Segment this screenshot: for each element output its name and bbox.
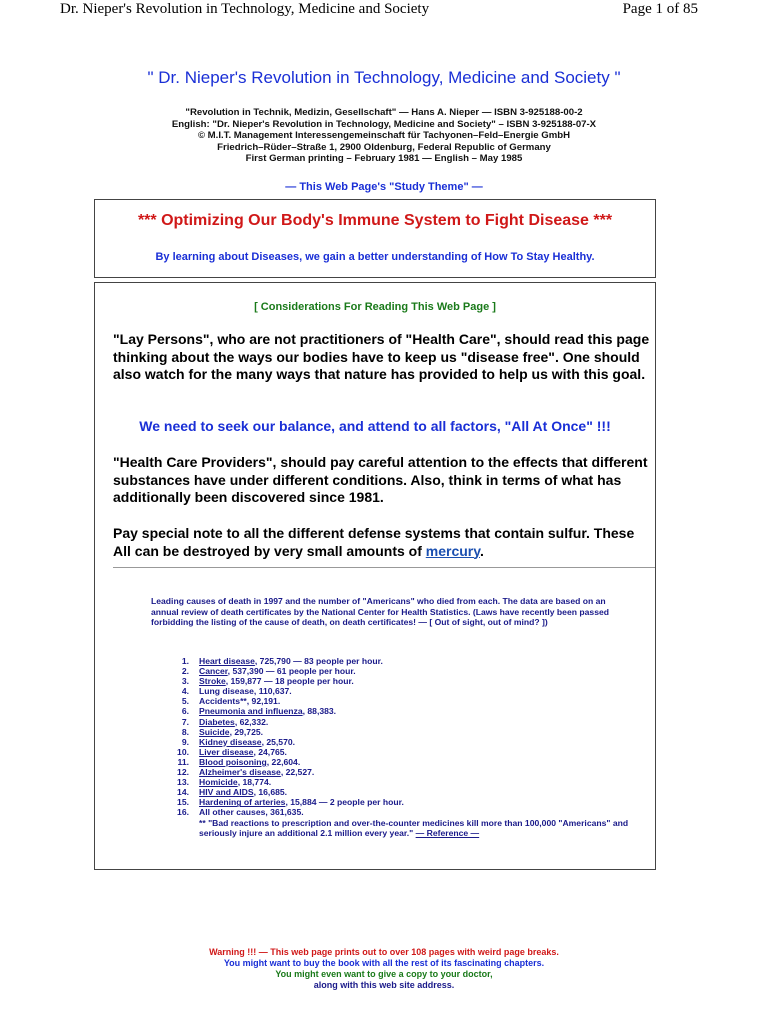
cause-figure: , 25,570.	[261, 736, 296, 747]
list-item	[157, 727, 655, 737]
footnote	[157, 818, 655, 838]
cause-link[interactable]: Kidney disease	[199, 736, 262, 747]
study-theme-box	[94, 199, 656, 278]
publication-info	[0, 107, 768, 165]
cause-figure: , 537,390 — 61 people per hour.	[227, 666, 356, 677]
providers-paragraph: "Health Care Providers", should pay careful attention to the effects that different substances have under different conditions. Also, think in terms of what has additionally been discovered since 1981.	[113, 454, 648, 505]
list-item	[157, 787, 655, 797]
item-number: 3.	[181, 676, 189, 687]
address-note: along with this web site address.	[313, 980, 455, 990]
list-item	[157, 686, 655, 696]
footnote-text: ** "Bad reactions to prescription and over-the-counter medicines kill more than 100,000 "Americans" and seriously injure an additional 2.1 million every year."	[199, 817, 629, 838]
list-item	[157, 666, 655, 676]
sulfur-paragraph	[113, 525, 653, 560]
cause-name: Accidents**	[199, 696, 247, 707]
item-number: 16.	[177, 807, 189, 818]
item-number: 10.	[177, 746, 189, 757]
item-number: 4.	[181, 686, 189, 697]
cause-figure: , 361,635.	[265, 807, 304, 818]
theme-heading: *** Optimizing Our Body's Immune System to Fight Disease ***	[137, 212, 613, 229]
cause-link[interactable]: Pneumonia and influenza	[199, 706, 303, 717]
item-number: 5.	[181, 696, 189, 707]
cause-link[interactable]: Alzheimer's disease	[199, 767, 281, 778]
study-theme-label: — This Web Page's "Study Theme" —	[285, 181, 483, 193]
cause-figure: , 18,774.	[237, 777, 272, 788]
sulfur-end: .	[479, 542, 484, 559]
item-number: 14.	[177, 787, 189, 798]
cause-name: All other causes	[199, 807, 266, 818]
cause-link[interactable]: Cancer	[199, 666, 228, 677]
meta-line: "Revolution in Technik, Medizin, Gesellschaft" — Hans A. Nieper — ISBN 3-925188-00-2	[185, 107, 583, 118]
running-header	[0, 0, 768, 22]
running-title: Dr. Nieper's Revolution in Technology, Medicine and Society	[60, 1, 430, 17]
sulfur-text: Pay special note to all the different defense systems that contain sulfur. These All can be destroyed by very small amounts of	[113, 525, 635, 559]
cause-figure: , 24,765.	[253, 746, 287, 757]
list-item	[157, 656, 655, 666]
item-number: 8.	[181, 726, 189, 737]
cause-link[interactable]: Blood poisoning	[199, 756, 267, 767]
list-item	[157, 676, 655, 686]
cause-link[interactable]: Diabetes	[199, 716, 235, 727]
cause-name: Lung disease	[199, 686, 254, 697]
item-number: 9.	[181, 736, 189, 747]
balance-statement: We need to seek our balance, and attend to all factors, "All At Once" !!!	[139, 418, 611, 434]
buy-book-note: You might want to buy the book with all the rest of its fascinating chapters.	[223, 958, 545, 968]
list-item	[157, 706, 655, 716]
cause-link[interactable]: Heart disease	[199, 656, 255, 666]
cause-link[interactable]: Liver disease	[199, 746, 254, 757]
item-number: 2.	[181, 666, 189, 677]
cause-figure: , 725,790 — 83 people per hour.	[254, 656, 383, 666]
item-number: 6.	[181, 706, 189, 717]
list-item	[157, 777, 655, 787]
item-number: 1.	[181, 656, 189, 666]
divider	[113, 567, 655, 568]
list-item	[157, 797, 655, 807]
cause-figure: , 22,604.	[266, 756, 301, 767]
death-causes-list	[157, 656, 655, 838]
list-item	[157, 767, 655, 777]
cause-figure: , 22,527.	[280, 767, 315, 778]
cause-link[interactable]: Stroke	[199, 676, 226, 687]
cause-figure: , 159,877 — 18 people per hour.	[225, 676, 354, 687]
cause-link[interactable]: Hardening of arteries	[199, 797, 286, 808]
item-number: 15.	[177, 797, 189, 808]
cause-link[interactable]: HIV and AIDS	[199, 787, 254, 798]
mercury-link[interactable]: mercury	[425, 542, 480, 559]
cause-figure: , 16,685.	[253, 787, 288, 798]
item-number: 11.	[177, 756, 189, 767]
page-title: " Dr. Nieper's Revolution in Technology, Medicine and Society "	[147, 68, 621, 87]
warning-note: Warning !!! — This web page prints out to over 108 pages with weird page breaks.	[209, 947, 559, 957]
page-number: Page 1 of 85	[622, 1, 698, 17]
item-number: 7.	[181, 716, 189, 727]
death-causes-intro: Leading causes of death in 1997 and the number of "Americans" who died from each. The data are based on an annual review of death certificates by the National Center for Health Statistics. (Laws have recently been passed forbidding the listing of the cause of death, on death certificates! — [ Out of sight, out of mind? ])	[151, 596, 609, 627]
cause-figure: , 88,383.	[302, 706, 337, 717]
list-item	[157, 696, 655, 706]
cause-figure: , 62,332.	[234, 716, 269, 727]
item-number: 13.	[177, 777, 189, 788]
considerations-heading: [ Considerations For Reading This Web Page ]	[254, 301, 496, 313]
meta-line: First German printing – February 1981 — English – May 1985	[245, 153, 523, 164]
considerations-box	[94, 282, 656, 870]
cause-figure: , 92,191.	[246, 696, 281, 707]
meta-line: English: "Dr. Nieper's Revolution in Technology, Medicine and Society" – ISBN 3-925188-07-X	[171, 118, 597, 130]
list-item	[157, 747, 655, 757]
cause-figure: , 110,637.	[253, 686, 292, 697]
meta-line: Friedrich–Rüder–Straße 1, 2900 Oldenburg, Federal Republic of Germany	[217, 141, 551, 153]
cause-figure: , 29,725.	[229, 726, 264, 737]
cause-link[interactable]: Suicide	[199, 726, 230, 737]
cause-link[interactable]: Homicide	[199, 777, 238, 788]
meta-line: © M.I.T. Management Interessengemeinschaft für Tachyonen–Feld–Energie GmbH	[197, 130, 571, 141]
list-item	[157, 717, 655, 727]
give-copy-note: You might even want to give a copy to your doctor,	[275, 969, 493, 979]
cause-figure: , 15,884 — 2 people per hour.	[285, 797, 404, 808]
theme-subheading: By learning about Diseases, we gain a better understanding of How To Stay Healthy.	[155, 251, 595, 263]
reference-link[interactable]: — Reference —	[415, 827, 480, 838]
list-item	[157, 757, 655, 767]
list-item	[157, 737, 655, 747]
lay-persons-paragraph: "Lay Persons", who are not practitioners of "Health Care", should read this page thinking about the ways our bodies have to keep us "disease free". One should also watch for the many ways that nature has provided to help us with this goal.	[113, 331, 650, 382]
list-item	[157, 807, 655, 817]
item-number: 12.	[177, 767, 189, 778]
